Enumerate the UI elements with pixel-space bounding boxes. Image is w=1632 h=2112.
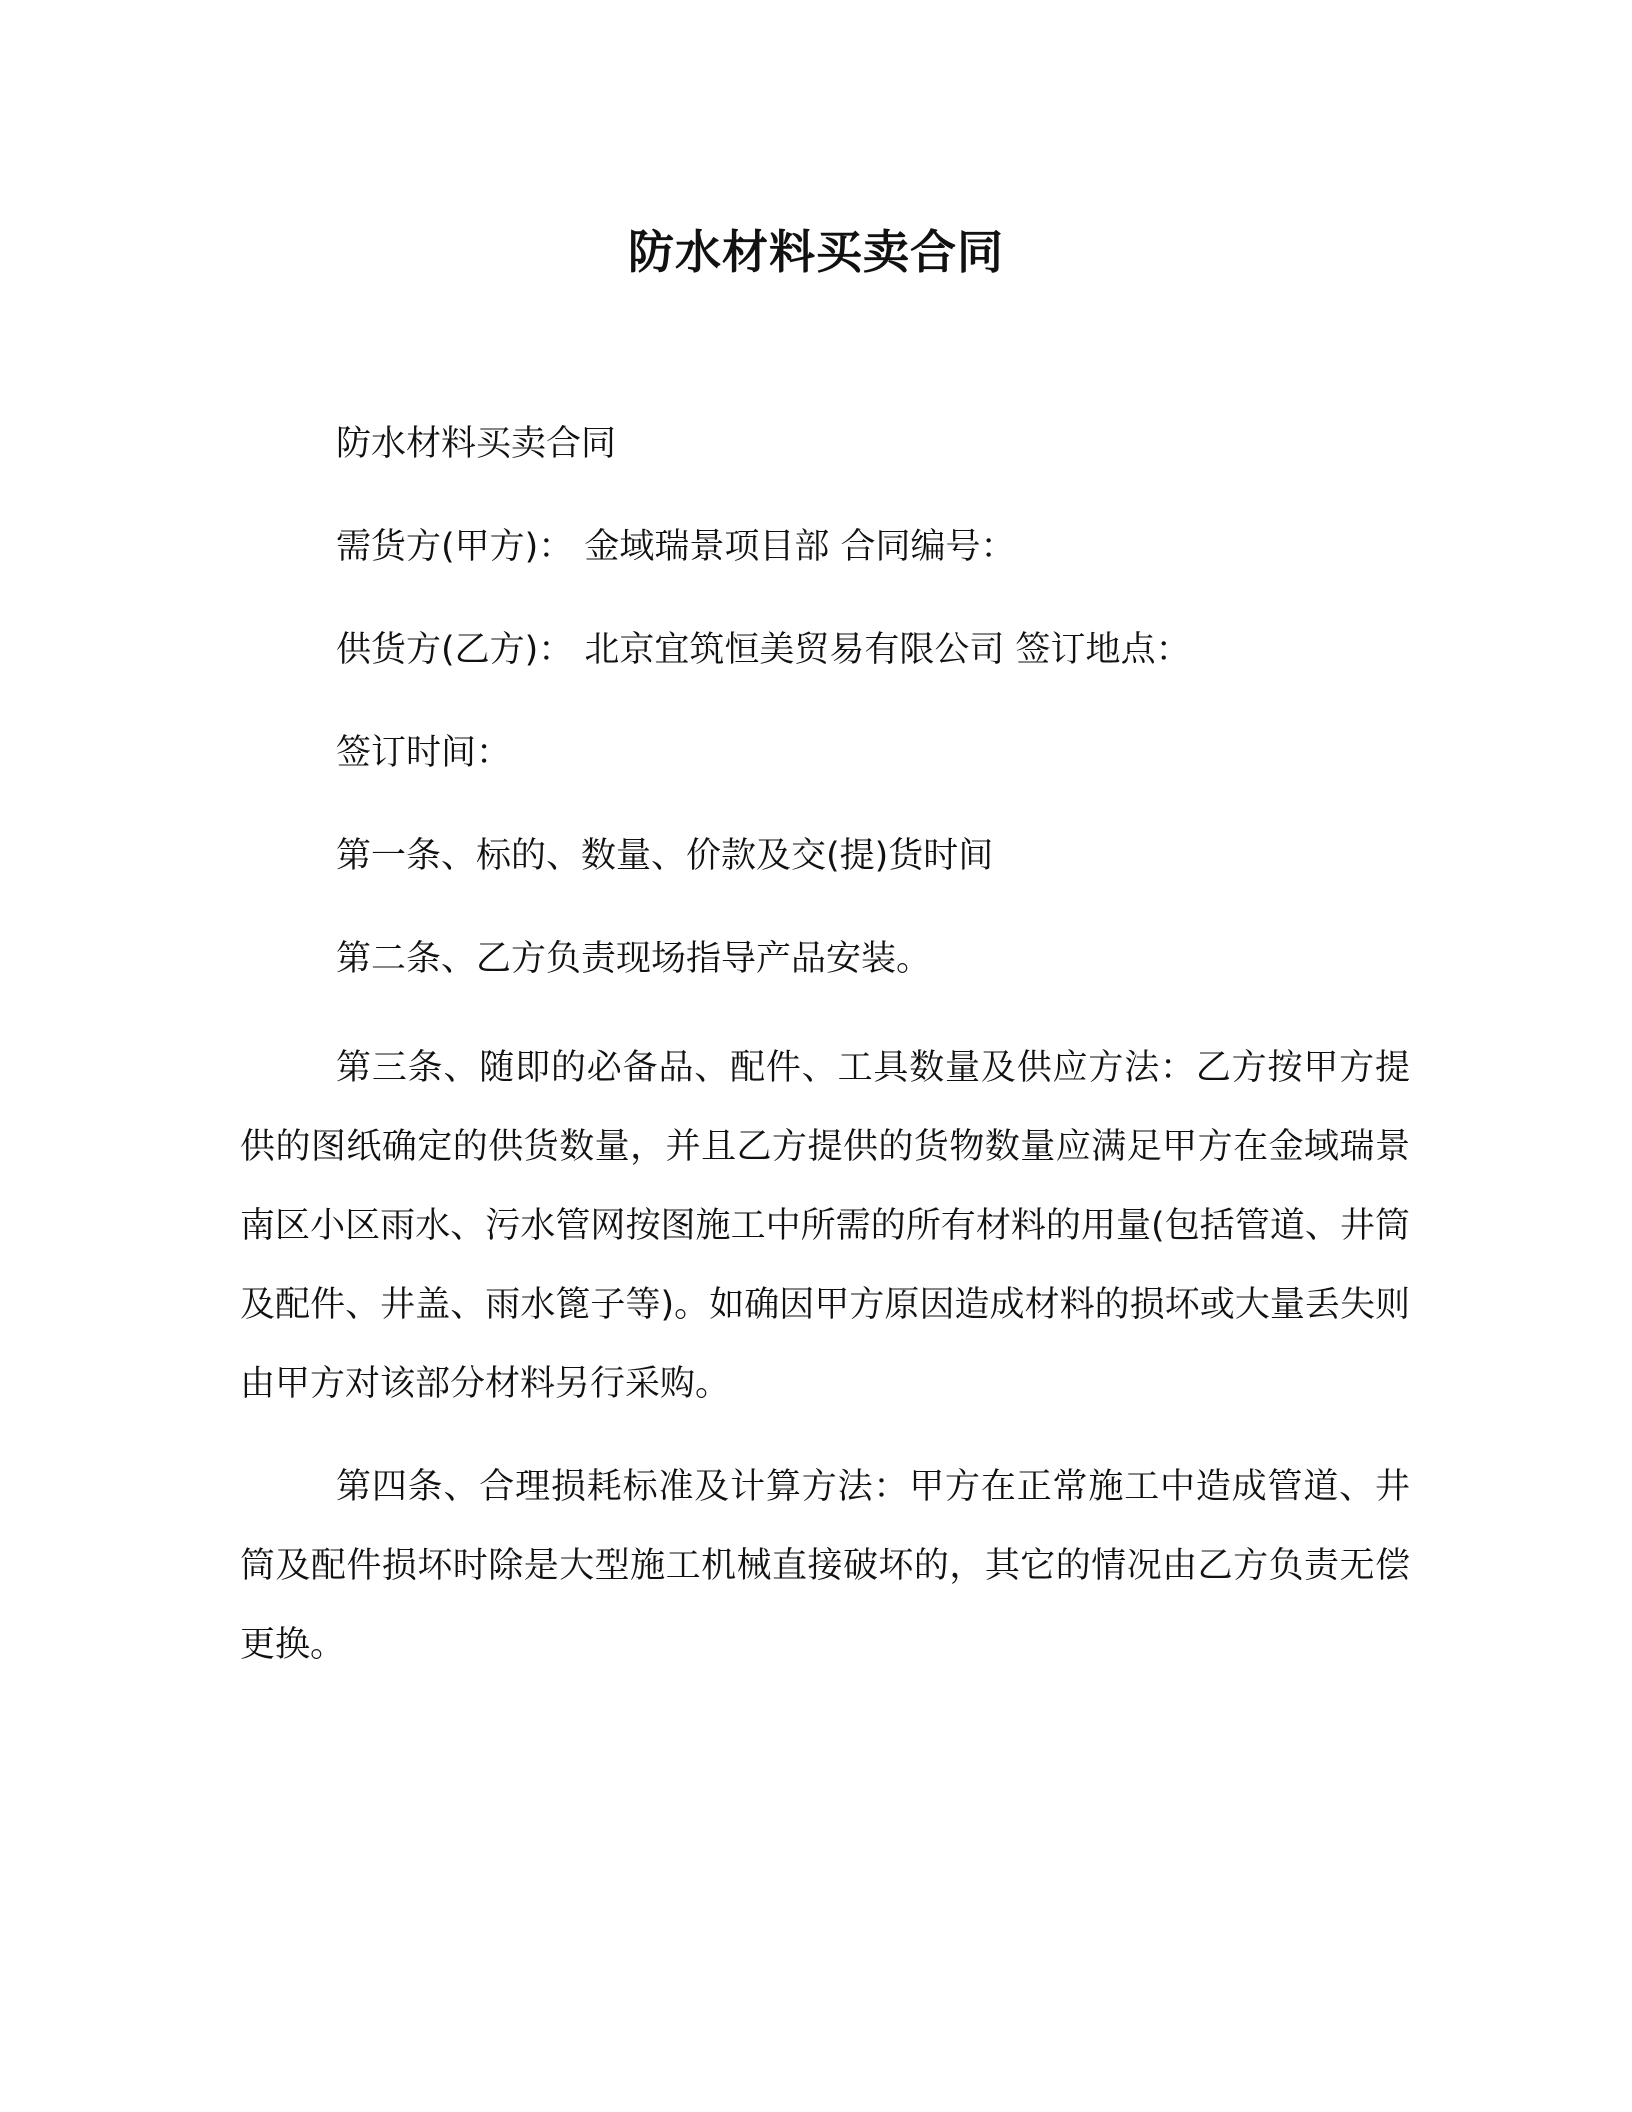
article-2-line: 第二条、乙方负责现场指导产品安装。: [336, 939, 932, 979]
document-title: 防水材料买卖合同: [628, 225, 1004, 279]
contract-name-line: 防水材料买卖合同: [336, 424, 617, 464]
article-4-paragraph: 第四条、合理损耗标准及计算方法：甲方在正常施工中造成管道、井筒及配件损坏时除是大型施工机械直接破坏的，其它的情况由乙方负责无偿更换。: [240, 1467, 1410, 1665]
signing-time-line: 签订时间：: [336, 733, 512, 773]
supplier-line: 供货方(乙方)： 北京宜筑恒美贸易有限公司 签订地点：: [336, 630, 1191, 670]
document-body: [240, 393, 1410, 1685]
article-3-paragraph: 第三条、随即的必备品、配件、工具数量及供应方法：乙方按甲方提供的图纸确定的供货数量，并且乙方提供的货物数量应满足甲方在金域瑞景南区小区雨水、污水管网按图施工中所需的所有材料的用量(包括管道、井筒及配件、井盖、雨水篦子等)。如确因甲方原因造成材料的损坏或大量丢失则由甲方对该部分材料另行采购。: [240, 1048, 1410, 1404]
buyer-line: 需货方(甲方)： 金域瑞景项目部 合同编号：: [336, 527, 1016, 567]
article-1-line: 第一条、标的、数量、价款及交(提)货时间: [336, 836, 994, 876]
